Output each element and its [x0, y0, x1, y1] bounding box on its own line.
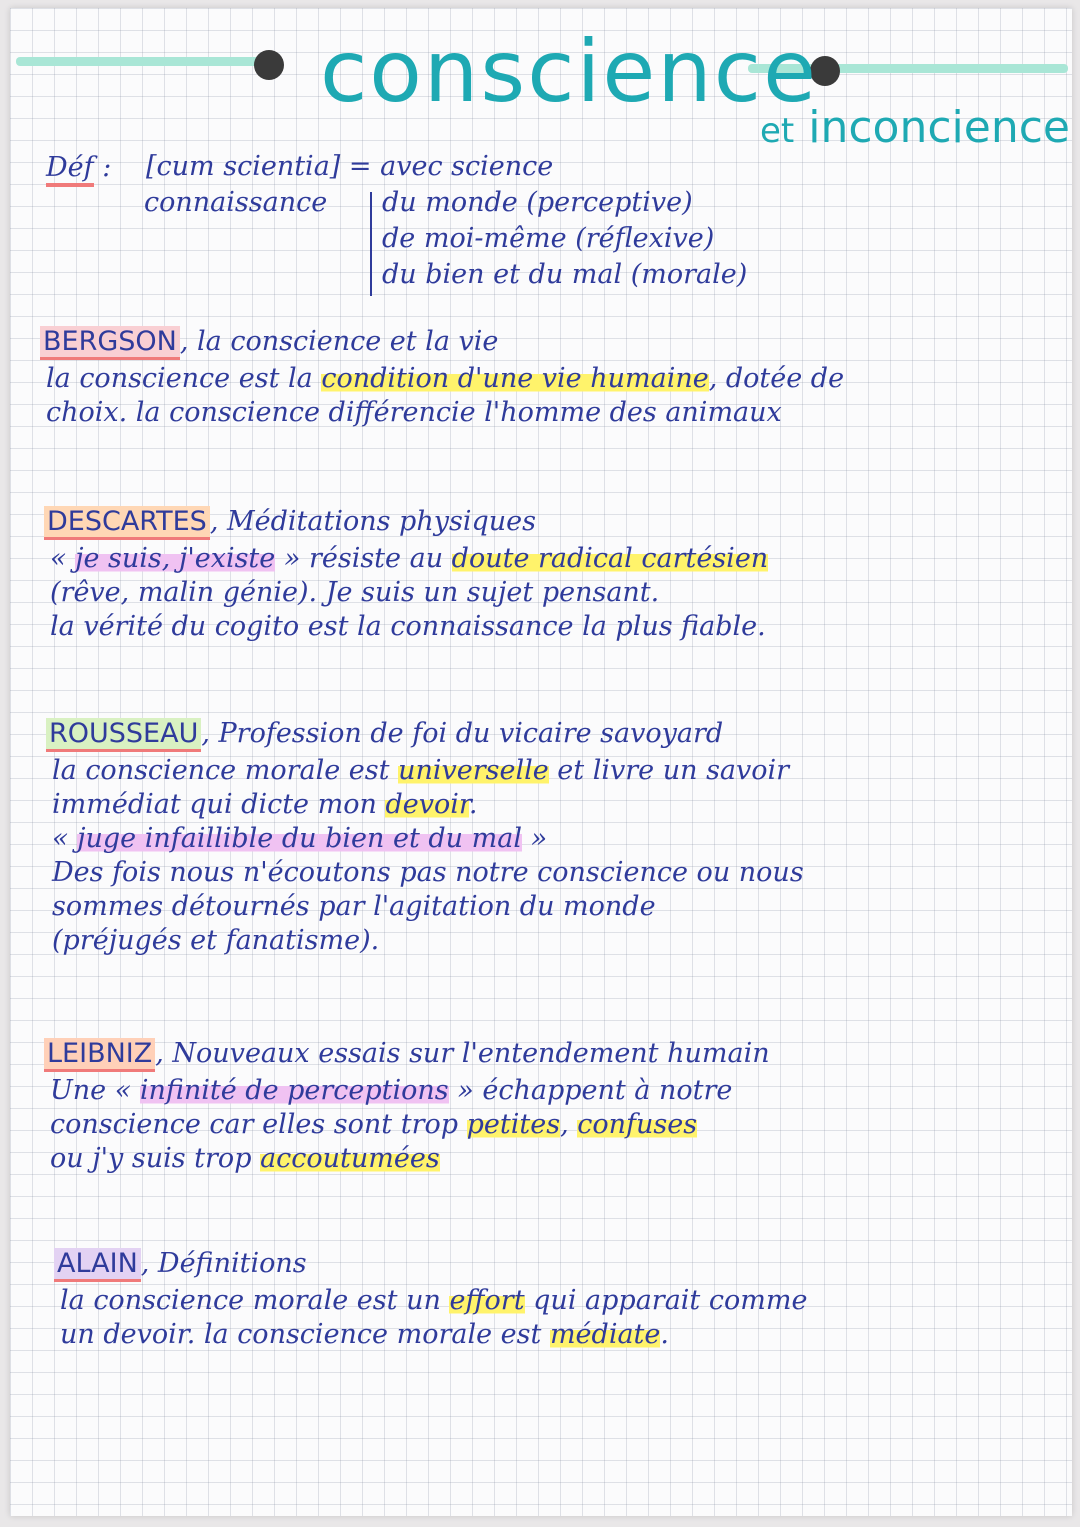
text-segment: «	[50, 543, 76, 574]
text-line	[52, 754, 804, 788]
text-segment: et livre un savoir	[548, 755, 790, 786]
definition-etymology: [cum scientia] = avec science	[146, 151, 554, 182]
text-segment: conscience car elles sont trop	[50, 1109, 467, 1140]
subtitle-word: inconcience	[808, 102, 1070, 153]
section-body	[60, 1284, 807, 1352]
definition-branch-2: de moi-même (réflexive)	[382, 223, 715, 254]
section-heading-alain	[54, 1248, 307, 1279]
text-segment: » échappent à notre	[448, 1075, 733, 1106]
text-segment: , dotée de	[708, 363, 845, 394]
text-segment: Une «	[50, 1075, 140, 1106]
text-line	[50, 1142, 732, 1176]
text-line	[52, 788, 804, 822]
work-title: , la conscience et la vie	[179, 326, 499, 357]
text-segment: qui apparait comme	[524, 1285, 808, 1316]
work-title: , Nouveaux essais sur l'entendement humain	[155, 1038, 770, 1069]
text-segment: la conscience morale est un	[60, 1285, 450, 1316]
section-body	[46, 362, 844, 430]
section-heading-descartes	[44, 506, 536, 537]
text-line	[46, 362, 844, 396]
text-line	[46, 396, 844, 430]
text-segment: la conscience est la	[46, 363, 322, 394]
text-segment: ,	[560, 1109, 578, 1140]
text-line	[52, 924, 804, 958]
binder-hole-left	[254, 50, 284, 80]
work-title: , Définitions	[140, 1248, 307, 1279]
text-line	[52, 822, 804, 856]
section-body	[52, 754, 804, 958]
highlighted-text: condition d'une vie humaine	[321, 363, 709, 394]
definition-main: connaissance	[144, 187, 328, 218]
highlighted-text: effort	[449, 1285, 525, 1316]
page-title: conscience	[320, 22, 818, 122]
section-heading-leibniz	[44, 1038, 770, 1069]
subtitle-connector: et	[760, 111, 795, 151]
section-body	[50, 542, 768, 644]
highlighted-text: confuses	[577, 1109, 698, 1140]
text-line	[50, 542, 768, 576]
definition-brace	[370, 192, 372, 296]
text-line	[50, 1074, 732, 1108]
text-line	[60, 1318, 807, 1352]
notebook-page	[10, 8, 1072, 1516]
author-name: ROUSSEAU	[46, 718, 201, 752]
section-heading-bergson	[40, 326, 498, 357]
highlighted-text: je suis, j'existe	[75, 543, 276, 574]
definition-branch-1: du monde (perceptive)	[382, 187, 693, 218]
work-title: , Méditations physiques	[209, 506, 536, 537]
definition-label-text: Déf	[46, 152, 94, 187]
text-segment: (rêve, malin génie). Je suis un sujet pensant.	[50, 577, 660, 608]
text-line	[52, 890, 804, 924]
text-segment: un devoir. la conscience morale est	[60, 1319, 550, 1350]
text-line	[50, 1108, 732, 1142]
highlighted-text: universelle	[398, 755, 549, 786]
text-segment: Des fois nous n'écoutons pas notre conscience ou nous	[52, 857, 804, 888]
highlighted-text: devoir	[385, 789, 469, 820]
text-segment: la vérité du cogito est la connaissance la plus fiable.	[50, 611, 766, 642]
text-segment: .	[468, 789, 478, 820]
highlighted-text: petites	[466, 1109, 561, 1140]
highlighted-text: accoutumées	[260, 1143, 440, 1174]
text-segment: » résiste au	[275, 543, 452, 574]
author-name: ALAIN	[54, 1248, 141, 1282]
highlighted-text: juge infaillible du bien et du mal	[77, 823, 522, 854]
author-name: BERGSON	[40, 326, 180, 360]
author-name: DESCARTES	[44, 506, 210, 540]
text-line	[50, 610, 768, 644]
text-line	[52, 856, 804, 890]
definition-label: Déf :	[46, 152, 111, 183]
section-heading-rousseau	[46, 718, 723, 749]
text-segment: «	[52, 823, 78, 854]
definition-branch-3: du bien et du mal (morale)	[382, 259, 748, 290]
section-body	[50, 1074, 732, 1176]
text-segment: immédiat qui dicte mon	[52, 789, 386, 820]
highlighted-text: médiate	[549, 1319, 661, 1350]
text-segment: »	[521, 823, 548, 854]
highlighted-text: doute radical cartésien	[451, 543, 769, 574]
highlighted-text: infinité de perceptions	[139, 1075, 449, 1106]
title-underline-left	[16, 57, 261, 66]
work-title: , Profession de foi du vicaire savoyard	[201, 718, 724, 749]
text-segment: la conscience morale est	[52, 755, 399, 786]
text-line	[60, 1284, 807, 1318]
page-subtitle	[760, 102, 1070, 153]
text-segment: sommes détournés par l'agitation du monde	[52, 891, 656, 922]
author-name: LEIBNIZ	[44, 1038, 155, 1072]
text-line	[50, 576, 768, 610]
text-segment: .	[660, 1319, 669, 1350]
text-segment: (préjugés et fanatisme).	[52, 925, 380, 956]
text-segment: ou j'y suis trop	[50, 1143, 261, 1174]
text-segment: choix. la conscience différencie l'homme des animaux	[46, 397, 782, 428]
